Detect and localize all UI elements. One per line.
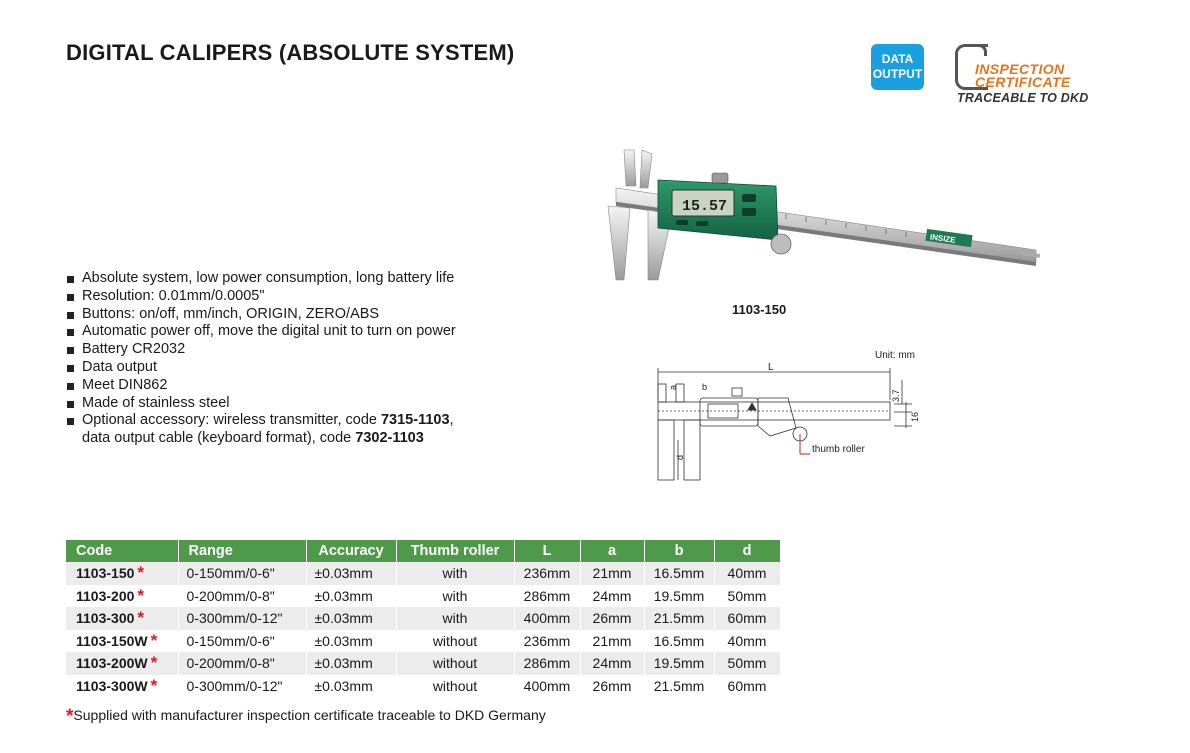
feature-item-accessory-cont: [66, 430, 456, 448]
feature-item: Meet DIN862: [66, 377, 456, 395]
cell-a: 24mm: [580, 652, 644, 675]
table-row: [66, 607, 780, 630]
feature-item-accessory: [66, 412, 456, 430]
inspection-certificate-logo: [955, 44, 1105, 106]
footnote-text: Supplied with manufacturer inspection certificate traceable to DKD Germany: [73, 707, 546, 723]
cell-L: 400mm: [514, 675, 580, 698]
star-mark: *: [150, 630, 158, 650]
cell-L: 236mm: [514, 562, 580, 585]
feature-item: Automatic power off, move the digital unit to turn on power: [66, 323, 456, 341]
cell-a: 21mm: [580, 630, 644, 653]
accessory-code: 7302-1103: [355, 430, 424, 447]
cell-d: 50mm: [714, 652, 780, 675]
star-mark: *: [150, 653, 158, 673]
accessory-code: 7315-1103: [380, 412, 450, 429]
cell-thumb: with: [396, 585, 514, 608]
thumb-roller-icon: [771, 234, 791, 254]
col-header-b: b: [644, 540, 714, 562]
star-mark: *: [137, 563, 145, 583]
cell-range: 0-200mm/0-8": [178, 585, 306, 608]
feature-item: Absolute system, low power consumption, long battery life: [66, 270, 456, 288]
cell-L: 286mm: [514, 585, 580, 608]
cell-thumb: without: [396, 630, 514, 653]
star-mark: *: [150, 675, 158, 695]
cell-b: 16.5mm: [644, 630, 714, 653]
certificate-line2: CERTIFICATE: [975, 74, 1071, 90]
star-mark: *: [137, 608, 145, 628]
cell-accuracy: ±0.03mm: [306, 675, 396, 698]
accessory-punct: ,: [449, 412, 454, 429]
table-header-row: [66, 540, 780, 562]
accessory-text: Optional accessory: wireless transmitter, code: [82, 412, 381, 429]
footnote-star: *: [66, 706, 74, 727]
col-header-code: Code: [66, 540, 178, 562]
feature-item: Battery CR2032: [66, 341, 456, 359]
col-header-L: L: [514, 540, 580, 562]
thumb-roller-label: thumb roller: [812, 444, 865, 455]
feature-item: Resolution: 0.01mm/0.0005": [66, 288, 456, 306]
cell-range: 0-200mm/0-8": [178, 652, 306, 675]
cell-code: 1103-200W *: [66, 652, 178, 675]
cell-L: 286mm: [514, 652, 580, 675]
accessory-text: data output cable (keyboard format), code: [82, 430, 356, 447]
cell-code: 1103-150 *: [66, 562, 178, 585]
cell-a: 21mm: [580, 562, 644, 585]
col-header-a: a: [580, 540, 644, 562]
table-row: [66, 675, 780, 698]
data-output-badge-line2: OUTPUT: [872, 67, 923, 81]
dim-label-d: d: [675, 454, 685, 460]
cell-code: 1103-200 *: [66, 585, 178, 608]
page-title: DIGITAL CALIPERS (ABSOLUTE SYSTEM): [66, 40, 515, 65]
unit-label: Unit: mm: [875, 350, 915, 361]
col-header-d: d: [714, 540, 780, 562]
data-output-badge: [871, 44, 924, 90]
cell-a: 26mm: [580, 675, 644, 698]
cell-code: 1103-300W *: [66, 675, 178, 698]
dim-label-16: 16: [910, 411, 920, 422]
cell-accuracy: ±0.03mm: [306, 607, 396, 630]
caliper-photo: [596, 140, 1046, 290]
dim-label-b: b: [702, 382, 708, 392]
cell-range: 0-150mm/0-6": [178, 630, 306, 653]
cell-range: 0-150mm/0-6": [178, 562, 306, 585]
table-row: [66, 585, 780, 608]
feature-item: Buttons: on/off, mm/inch, ORIGIN, ZERO/ABS: [66, 306, 456, 324]
cell-d: 60mm: [714, 607, 780, 630]
spec-table: [66, 540, 781, 697]
feature-item: Data output: [66, 359, 456, 377]
photo-caption: 1103-150: [732, 302, 787, 317]
cell-thumb: with: [396, 562, 514, 585]
feature-item: Made of stainless steel: [66, 395, 456, 413]
table-row: [66, 630, 780, 653]
cell-L: 400mm: [514, 607, 580, 630]
cell-range: 0-300mm/0-12": [178, 607, 306, 630]
cell-d: 60mm: [714, 675, 780, 698]
col-header-accuracy: Accuracy: [306, 540, 396, 562]
col-header-thumb-roller: Thumb roller: [396, 540, 514, 562]
cell-L: 236mm: [514, 630, 580, 653]
cell-thumb: without: [396, 675, 514, 698]
cell-a: 26mm: [580, 607, 644, 630]
table-row: [66, 562, 780, 585]
caliper-diagram: [650, 340, 940, 490]
certificate-line1: INSPECTION: [975, 61, 1065, 77]
col-header-range: Range: [178, 540, 306, 562]
cell-d: 40mm: [714, 562, 780, 585]
cell-b: 21.5mm: [644, 675, 714, 698]
cell-b: 21.5mm: [644, 607, 714, 630]
feature-list: [66, 270, 456, 448]
cell-accuracy: ±0.03mm: [306, 652, 396, 675]
dim-label-3-7: 3.7: [891, 389, 901, 402]
cell-accuracy: ±0.03mm: [306, 585, 396, 608]
cell-accuracy: ±0.03mm: [306, 562, 396, 585]
cell-thumb: without: [396, 652, 514, 675]
dim-label-a: a: [668, 384, 678, 390]
cell-accuracy: ±0.03mm: [306, 630, 396, 653]
star-mark: *: [137, 585, 145, 605]
cell-thumb: with: [396, 607, 514, 630]
dim-label-L: L: [768, 362, 774, 373]
certificate-subtitle: TRACEABLE TO DKD: [957, 91, 1089, 105]
cell-range: 0-300mm/0-12": [178, 675, 306, 698]
cell-d: 40mm: [714, 630, 780, 653]
data-output-badge-line1: DATA: [881, 52, 914, 66]
table-row: [66, 652, 780, 675]
cell-code: 1103-300 *: [66, 607, 178, 630]
cell-a: 24mm: [580, 585, 644, 608]
cell-b: 19.5mm: [644, 585, 714, 608]
lcd-reading: 15.57: [682, 198, 728, 215]
cell-b: 19.5mm: [644, 652, 714, 675]
cell-d: 50mm: [714, 585, 780, 608]
cell-code: 1103-150W *: [66, 630, 178, 653]
footnote: [66, 706, 546, 728]
brand-label: INSIZE: [929, 232, 957, 245]
cell-b: 16.5mm: [644, 562, 714, 585]
